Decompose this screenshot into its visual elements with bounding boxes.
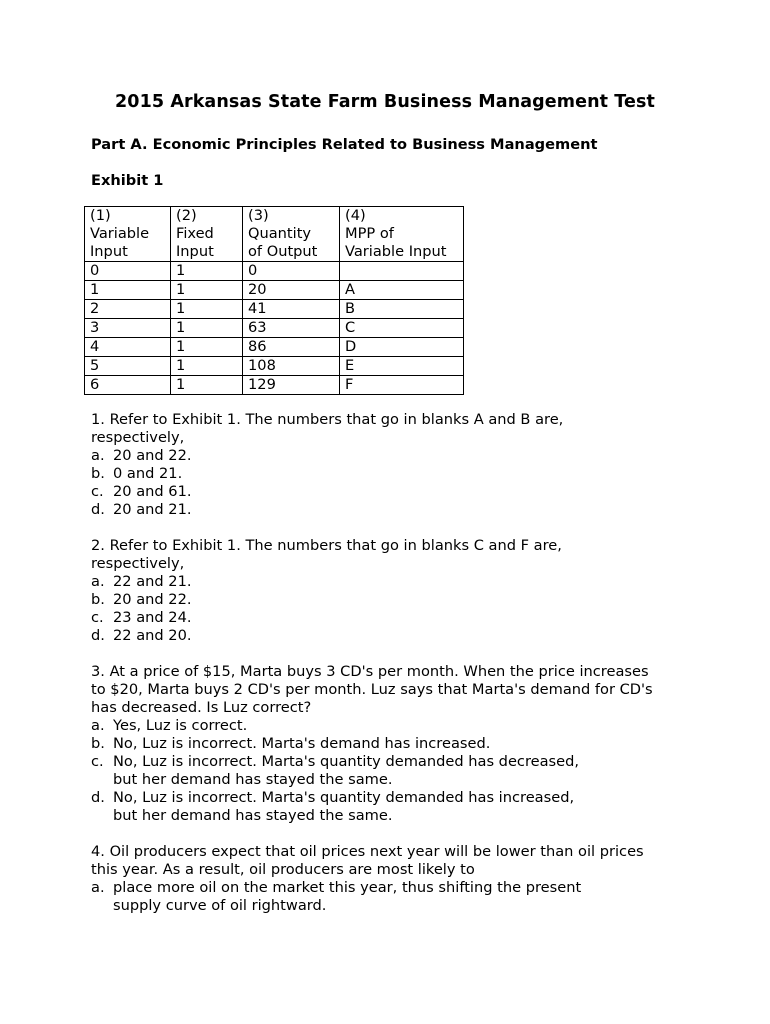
table-header-cell [171, 207, 243, 262]
option-text: 22 and 21. [113, 573, 192, 590]
option-text: No, Luz is incorrect. Marta's quantity demanded has increased, [113, 789, 575, 806]
table-cell: 63 [243, 319, 340, 338]
option-letter: a. [91, 717, 105, 734]
document-title: 2015 Arkansas State Farm Business Management Test [115, 92, 655, 112]
option-letter: b. [91, 735, 105, 752]
option-letter: d. [91, 501, 105, 518]
header-line: (3) [248, 207, 269, 224]
table-cell: 1 [171, 319, 243, 338]
option-letter: d. [91, 627, 105, 644]
answer-option [91, 501, 691, 519]
table-cell: 1 [171, 357, 243, 376]
table-cell: 2 [85, 300, 171, 319]
header-line: Variable Input [345, 243, 447, 260]
option-continuation: but her demand has stayed the same. [113, 807, 393, 824]
table-cell: 1 [171, 300, 243, 319]
table-cell: D [340, 338, 464, 357]
answer-option [91, 447, 691, 465]
header-line: of Output [248, 243, 318, 260]
table-row [85, 281, 464, 300]
table-cell: 20 [243, 281, 340, 300]
header-line: (4) [345, 207, 366, 224]
question-stem-line: 4. Oil producers expect that oil prices next year will be lower than oil prices [91, 843, 644, 860]
part-heading: Part A. Economic Principles Related to Business Management [91, 136, 598, 153]
table-row [85, 376, 464, 395]
answer-option [91, 627, 691, 645]
answer-option [91, 609, 691, 627]
table-header-cell [243, 207, 340, 262]
question-stem-line: has decreased. Is Luz correct? [91, 699, 312, 716]
table-cell: 41 [243, 300, 340, 319]
option-text: No, Luz is incorrect. Marta's demand has increased. [113, 735, 491, 752]
answer-option [91, 735, 691, 753]
table-cell: 4 [85, 338, 171, 357]
answer-option [91, 573, 691, 591]
exhibit-heading: Exhibit 1 [91, 172, 164, 189]
option-text: 0 and 21. [113, 465, 183, 482]
answer-option [91, 717, 691, 735]
question-stem-line: 3. At a price of $15, Marta buys 3 CD's per month. When the price increases [91, 663, 649, 680]
table-cell: 1 [171, 281, 243, 300]
option-text: 20 and 22. [113, 447, 192, 464]
table-header-row [85, 207, 464, 262]
option-continuation: supply curve of oil rightward. [113, 897, 327, 914]
answer-option [91, 789, 691, 807]
table-cell: 6 [85, 376, 171, 395]
table-cell: 1 [171, 338, 243, 357]
question-item [91, 537, 691, 645]
option-continuation: but her demand has stayed the same. [113, 771, 393, 788]
question-stem-line: respectively, [91, 555, 185, 572]
option-letter: a. [91, 879, 105, 896]
option-letter: d. [91, 789, 105, 806]
option-text: 20 and 61. [113, 483, 192, 500]
table-cell: 86 [243, 338, 340, 357]
table-cell: F [340, 376, 464, 395]
table-row [85, 300, 464, 319]
table-cell [340, 262, 464, 281]
table-header-cell [340, 207, 464, 262]
answer-option [91, 879, 691, 897]
table-row [85, 338, 464, 357]
header-line: Quantity [248, 225, 312, 242]
table-cell: B [340, 300, 464, 319]
table-row [85, 357, 464, 376]
table-cell: E [340, 357, 464, 376]
table-header-cell [85, 207, 171, 262]
question-item [91, 843, 691, 915]
option-letter: c. [91, 609, 104, 626]
question-item [91, 411, 691, 519]
option-text: 20 and 21. [113, 501, 192, 518]
exhibit-table [84, 206, 464, 395]
table-cell: 1 [85, 281, 171, 300]
option-text: Yes, Luz is correct. [113, 717, 248, 734]
question-item [91, 663, 691, 825]
table-cell: 5 [85, 357, 171, 376]
option-text: 20 and 22. [113, 591, 192, 608]
answer-option [91, 465, 691, 483]
header-line: Input [176, 243, 214, 260]
option-letter: b. [91, 465, 105, 482]
option-letter: c. [91, 753, 104, 770]
answer-option [91, 753, 691, 771]
option-text: place more oil on the market this year, thus shifting the present [113, 879, 582, 896]
question-stem-line: respectively, [91, 429, 185, 446]
table-cell: 129 [243, 376, 340, 395]
header-line: MPP of [345, 225, 394, 242]
header-line: Fixed [176, 225, 214, 242]
option-text: 23 and 24. [113, 609, 192, 626]
table-cell: 1 [171, 376, 243, 395]
answer-option [91, 483, 691, 501]
table-cell: 0 [85, 262, 171, 281]
question-list [91, 411, 691, 933]
table-row [85, 262, 464, 281]
table-cell: 1 [171, 262, 243, 281]
header-line: (2) [176, 207, 197, 224]
option-letter: c. [91, 483, 104, 500]
option-text: 22 and 20. [113, 627, 192, 644]
question-stem-line: this year. As a result, oil producers are most likely to [91, 861, 475, 878]
header-line: Variable [90, 225, 150, 242]
header-line: (1) [90, 207, 111, 224]
header-line: Input [90, 243, 128, 260]
option-letter: b. [91, 591, 105, 608]
question-stem-line: to $20, Marta buys 2 CD's per month. Luz says that Marta's demand for CD's [91, 681, 653, 698]
answer-option [91, 591, 691, 609]
table-row [85, 319, 464, 338]
table-cell: A [340, 281, 464, 300]
table-cell: 3 [85, 319, 171, 338]
question-stem-line: 1. Refer to Exhibit 1. The numbers that go in blanks A and B are, [91, 411, 564, 428]
option-letter: a. [91, 573, 105, 590]
option-letter: a. [91, 447, 105, 464]
table-cell: 108 [243, 357, 340, 376]
option-text: No, Luz is incorrect. Marta's quantity demanded has decreased, [113, 753, 580, 770]
table-cell: C [340, 319, 464, 338]
table-cell: 0 [243, 262, 340, 281]
question-stem-line: 2. Refer to Exhibit 1. The numbers that go in blanks C and F are, [91, 537, 562, 554]
